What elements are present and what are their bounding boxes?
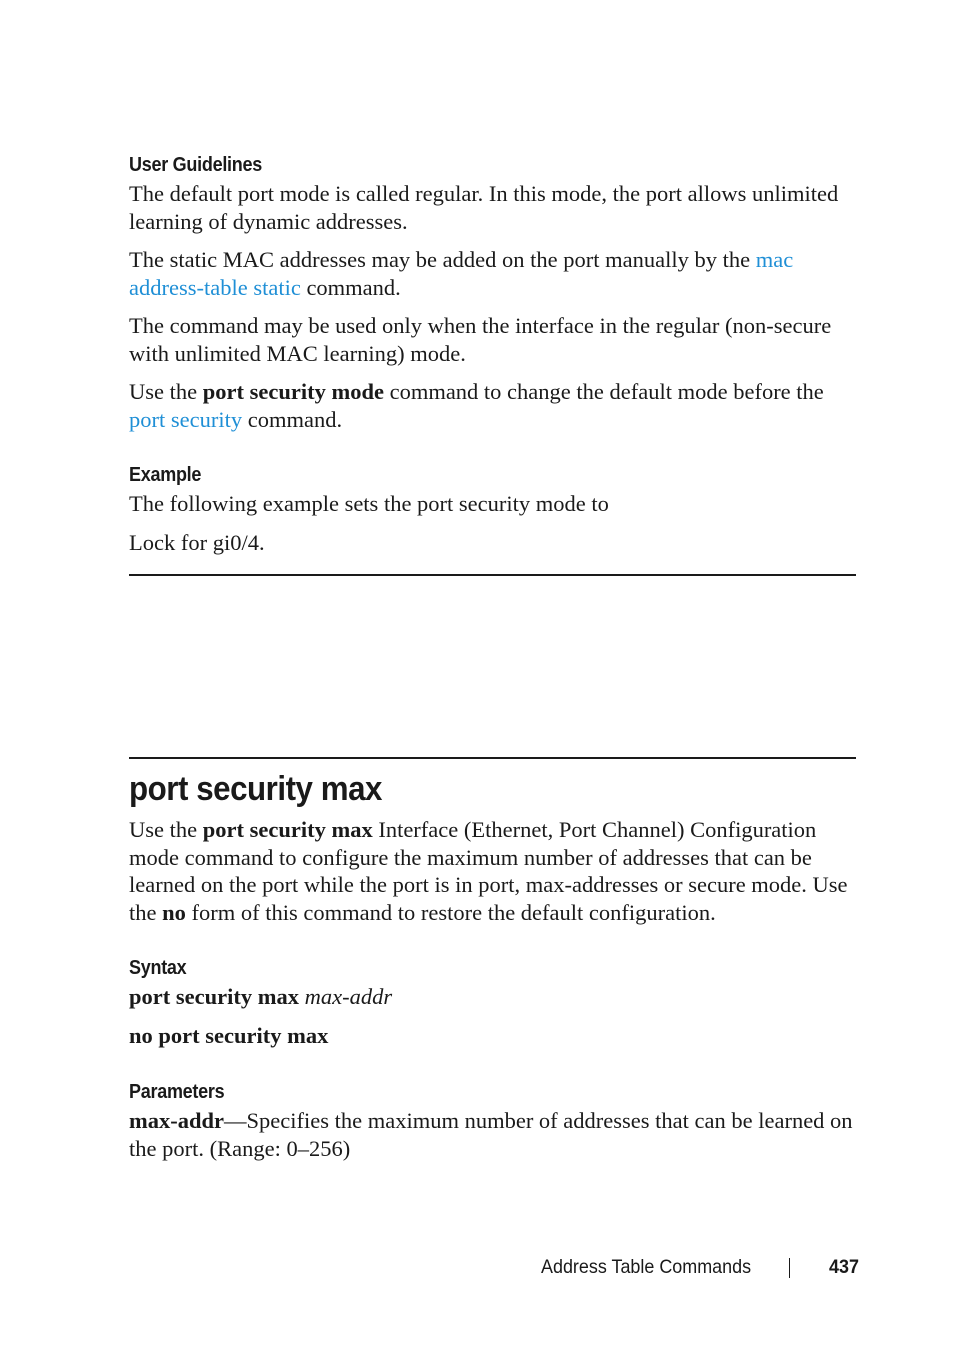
example-line-2: Lock for gi0/4. bbox=[129, 530, 265, 555]
parameter-text: —Specifies the maximum number of addresses that can be learned on the port. (Range: 0–256) bbox=[129, 1108, 853, 1161]
page-number: 437 bbox=[829, 1256, 859, 1278]
syntax-heading: Syntax bbox=[129, 957, 187, 979]
user-guidelines-heading: User Guidelines bbox=[129, 154, 263, 176]
title-rule bbox=[129, 757, 856, 759]
syntax-line-2 bbox=[129, 1022, 859, 1050]
page-title: port security max bbox=[129, 770, 382, 808]
guidelines-paragraph-4 bbox=[129, 378, 859, 433]
footer-section-name: Address Table Commands bbox=[541, 1256, 752, 1278]
parameter-name: max-addr bbox=[129, 1108, 224, 1133]
description-text: Interface (Ethernet, Port Channel) Configuration mode command to configure the maximum number of addresses that can be learned on the port while the port is in port, max-addresses or secure mode. Use the bbox=[129, 817, 848, 925]
guidelines-text: command. bbox=[242, 406, 343, 432]
port-security-link[interactable]: port security bbox=[129, 406, 243, 432]
guidelines-text: The static MAC addresses may be added on the port manually by the bbox=[129, 247, 756, 272]
syntax-argument: max-addr bbox=[304, 984, 393, 1009]
description-text: Use the bbox=[129, 817, 203, 842]
guidelines-paragraph-3: The command may be used only when the interface in the regular (non-secure with unlimited MAC learning) mode. bbox=[129, 313, 832, 366]
example-heading: Example bbox=[129, 464, 202, 486]
footer-separator bbox=[789, 1258, 790, 1278]
section-divider bbox=[129, 574, 856, 576]
guidelines-text: Use the bbox=[129, 379, 203, 404]
command-name: port security mode bbox=[202, 379, 384, 404]
guidelines-text: command. bbox=[300, 274, 401, 300]
description-text: form of this command to restore the default configuration. bbox=[185, 899, 716, 925]
guidelines-text: command to change the default mode before the bbox=[383, 379, 824, 404]
parameter-description bbox=[129, 1107, 859, 1162]
syntax-no-command: no port security max bbox=[129, 1023, 329, 1048]
guidelines-paragraph-1: The default port mode is called regular. In this mode, the port allows unlimited learning of dynamic addresses. bbox=[129, 181, 839, 234]
syntax-command: port security max bbox=[129, 984, 299, 1009]
example-line-1: The following example sets the port security mode to bbox=[129, 491, 609, 516]
syntax-line-1 bbox=[129, 983, 859, 1011]
guidelines-paragraph-2 bbox=[129, 246, 859, 301]
command-name: port security max bbox=[202, 817, 373, 842]
no-keyword: no bbox=[162, 899, 186, 925]
command-description bbox=[129, 816, 859, 926]
parameters-heading: Parameters bbox=[129, 1081, 225, 1103]
mac-address-table-static-link[interactable]: mac address-table static bbox=[129, 247, 794, 300]
